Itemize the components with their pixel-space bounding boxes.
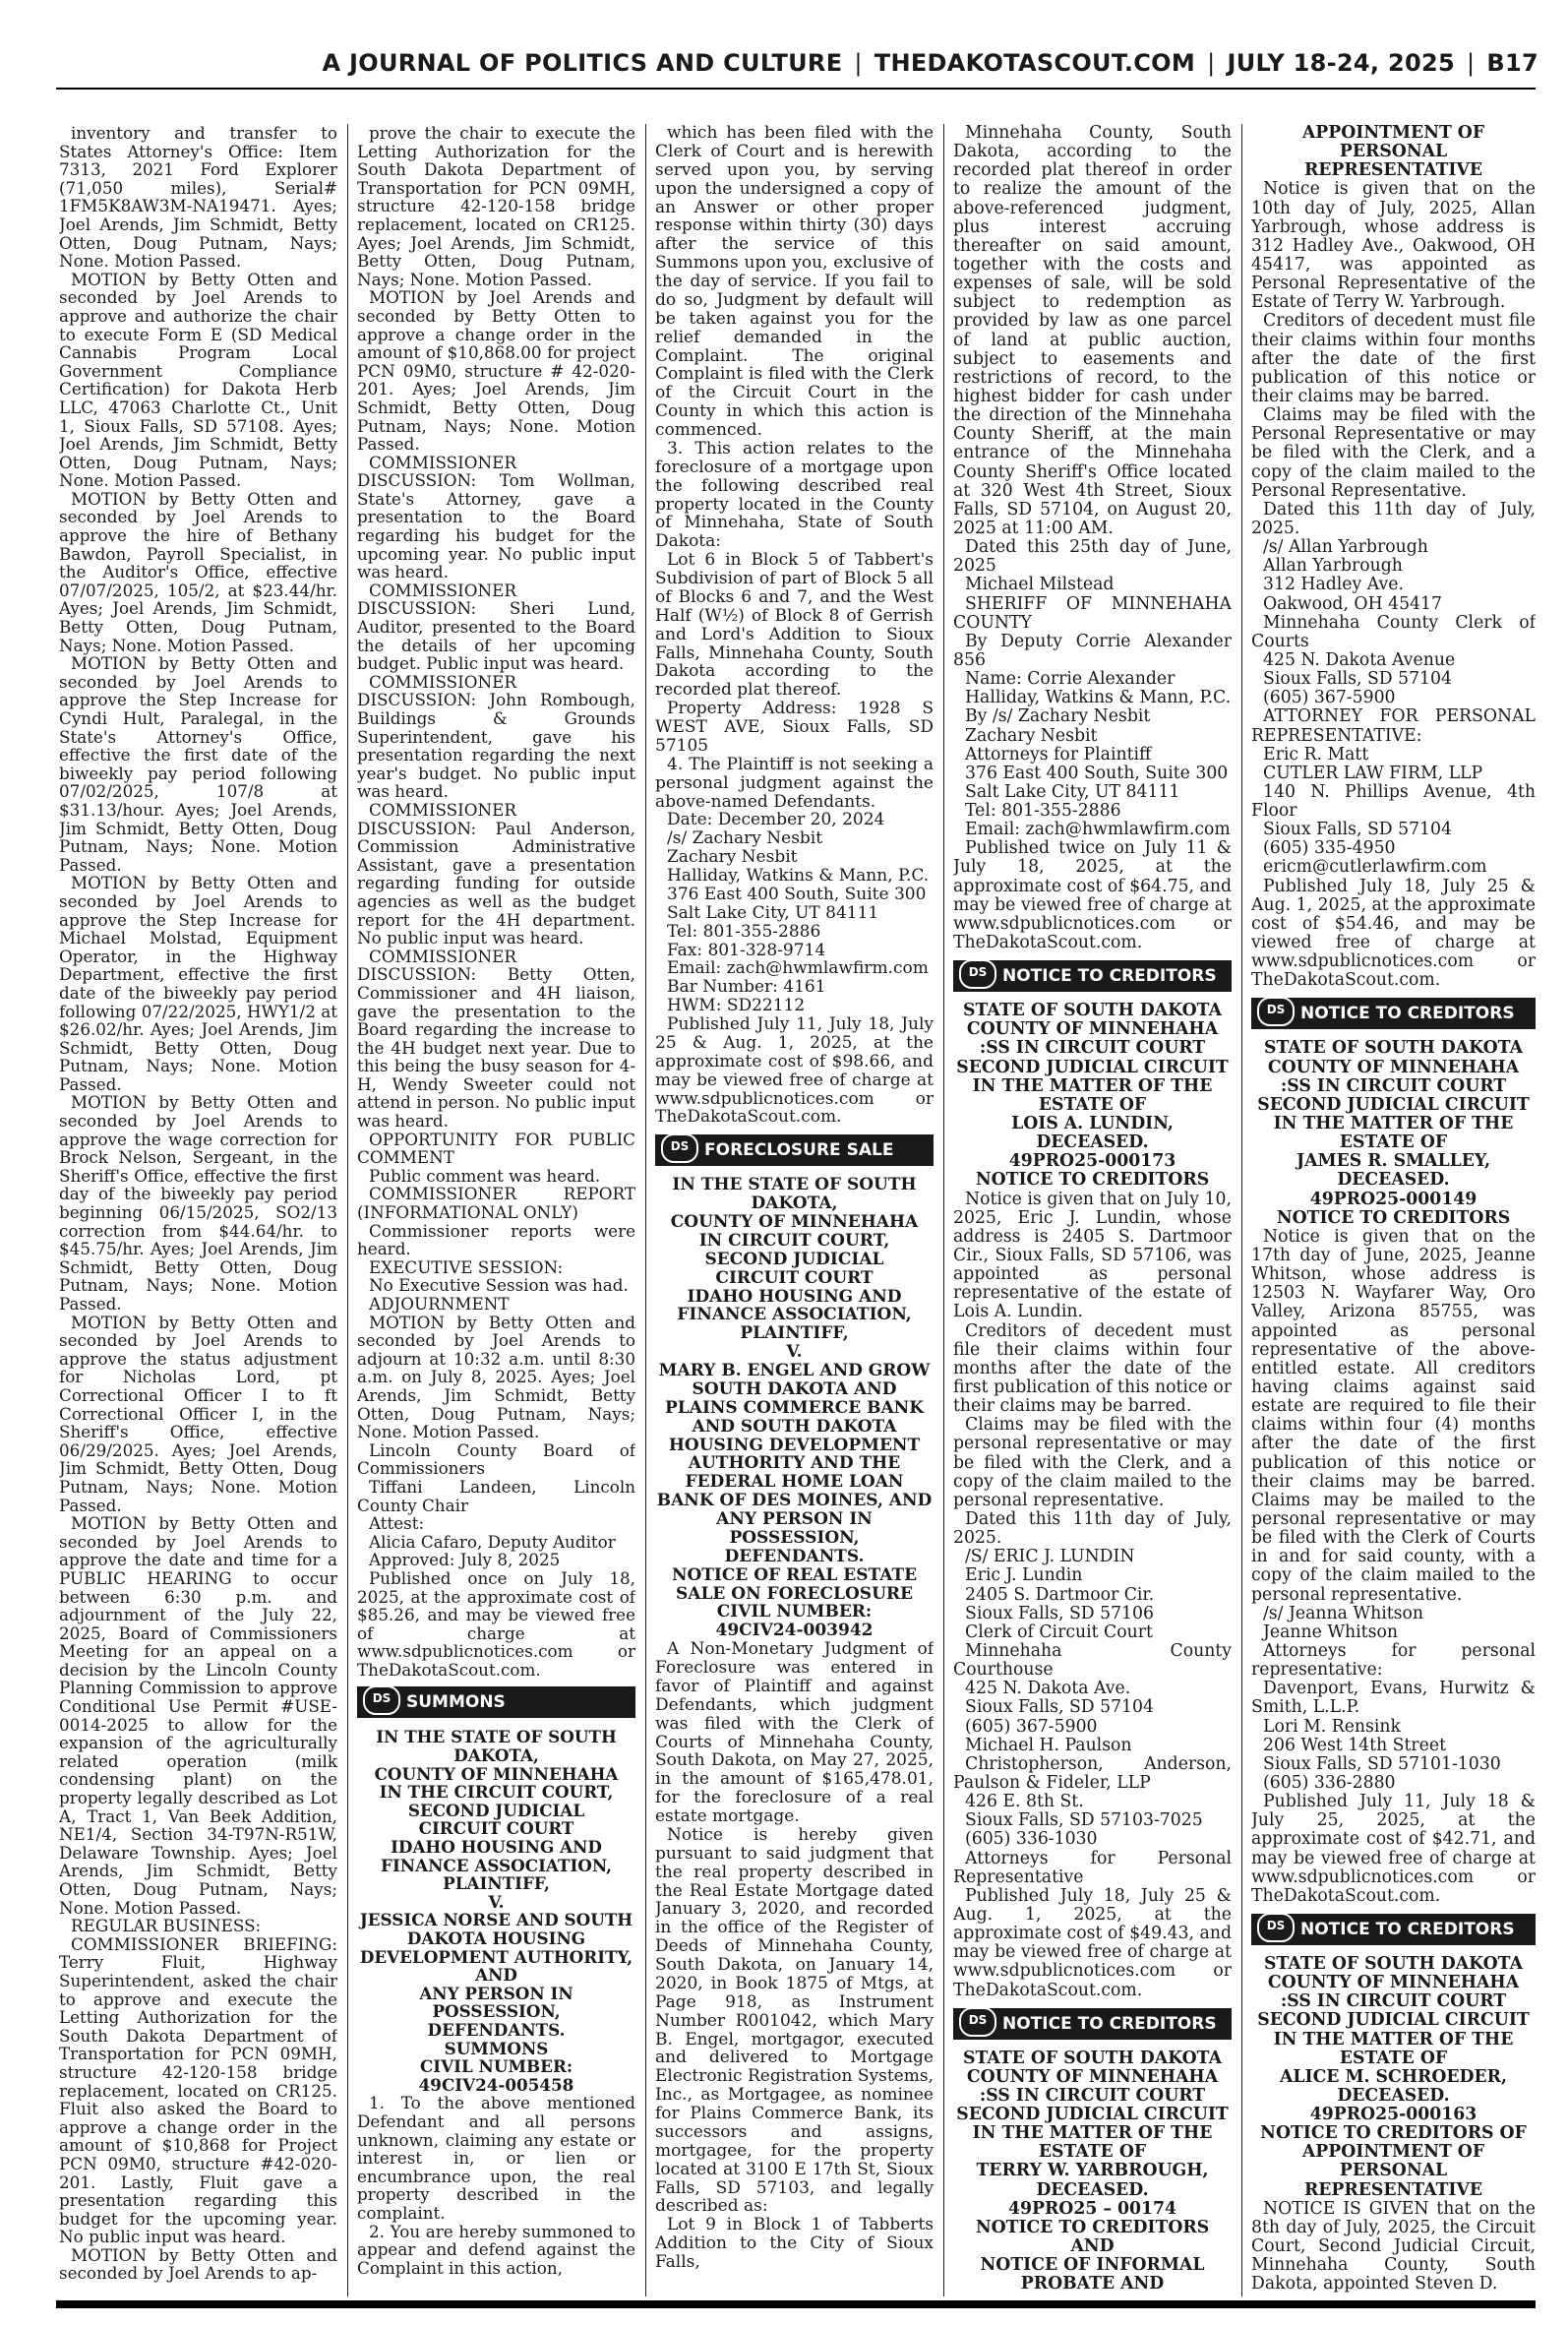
minutes-paragraph: Commissioner reports were heard. bbox=[357, 1220, 635, 1259]
notice-paragraph: Published July 11, July 18, July 25 & Aug. 1, 2025, at the approximate cost of $98.66, and may be viewed free of charge at www.sdpublicnotices.com or TheDakotaScout.com. bbox=[655, 1014, 934, 1128]
notice-paragraph: Michael Milstead bbox=[965, 575, 1115, 595]
notice-paragraph: Bar Number: 4161 bbox=[667, 977, 826, 998]
notice-heading-line: IN THE STATE OF SOUTH DAKOTA, bbox=[672, 1175, 917, 1214]
minutes-paragraph: COMMISSIONER REPORT (INFORMATIONAL ONLY) bbox=[357, 1184, 635, 1223]
notice-paragraph: 425 N. Dakota Avenue bbox=[1263, 649, 1456, 670]
notice-paragraph: Salt Lake City, UT 84111 bbox=[965, 781, 1180, 802]
notice-heading-line: DECEASED. bbox=[1337, 1170, 1450, 1191]
notice-paragraph: Claims may be filed with the personal representative or may be filed with the Clerk, and a copy of the claim mailed to the personal representative. bbox=[953, 1415, 1232, 1510]
notice-heading-line: 49PRO25-000163 bbox=[1309, 2105, 1478, 2125]
notice-heading-line: SECOND JUDICIAL CIRCUIT bbox=[1257, 1094, 1530, 1115]
notice-heading-line: :SS IN CIRCUIT COURT bbox=[979, 1038, 1206, 1059]
notice-paragraph: Sioux Falls, SD 57103-7025 bbox=[965, 1810, 1203, 1831]
notice-heading-line: V. bbox=[488, 1891, 505, 1912]
notice-paragraph: Email: zach@hwmlawfirm.com bbox=[667, 958, 929, 979]
minutes-paragraph: MOTION by Betty Otten and seconded by Joel Arends to approve the wage correction for Brock Nelson, Sergeant, in the Sheriff's Office, effective the first day of the biweekly pay period beginning 06/15/2025, SO2/13 correction from $44.64/hr. to $45.75/hr. Ayes; Joel Arends, Jim Schmidt, Betty Otten, Doug Putnam, Nays; None. Motion Passed. bbox=[59, 1092, 337, 1314]
minutes-paragraph: COMMISSIONER DISCUSSION: Paul Anderson, Commission Administrative Assistant, gave a presentation regarding funding for outside agencies as well as the budget report for the 4H department. No public input was heard. bbox=[357, 799, 635, 948]
notice-paragraph: (605) 336-2880 bbox=[1263, 1772, 1396, 1793]
notice-section-bar bbox=[953, 2008, 1232, 2040]
notice-paragraph: 4. The Plaintiff is not seeking a personal judgment against the above-named Defendants. bbox=[655, 754, 934, 812]
notice-paragraph: Date: December 20, 2024 bbox=[667, 810, 885, 830]
minutes-paragraph: COMMISSIONER DISCUSSION: Tom Wollman, State's Attorney, gave a presentation to the Board regarding his budget for the upcoming year. No public input was heard. bbox=[357, 452, 635, 582]
notice-heading-line: DECEASED. bbox=[1337, 2085, 1450, 2106]
notice-heading-line: 49CIV24-003942 bbox=[715, 1621, 874, 1641]
minutes-paragraph: Tiffani Landeen, Lincoln County Chair bbox=[357, 1476, 635, 1515]
notice-heading-line: NOTICE OF INFORMAL PROBATE AND bbox=[980, 2255, 1205, 2294]
minutes-paragraph: Public comment was heard. bbox=[369, 1165, 601, 1186]
notice-paragraph: SHERIFF OF MINNEHAHA COUNTY bbox=[953, 593, 1232, 633]
notice-paragraph: Attorneys for personal representative: bbox=[1251, 1640, 1536, 1681]
notice-paragraph: Oakwood, OH 45417 bbox=[1263, 593, 1442, 614]
notice-paragraph: Attorneys for Plaintiff bbox=[965, 744, 1152, 765]
notice-paragraph: Jeanne Whitson bbox=[1263, 1621, 1398, 1642]
notice-paragraph: HWM: SD22112 bbox=[667, 996, 806, 1016]
notice-heading-line: 49CIV24-005458 bbox=[418, 2074, 574, 2095]
minutes-paragraph: MOTION by Joel Arends and seconded by Betty Otten to approve a change order in the amount of $10,868.00 for project PCN 09M0, structure # 42-020-201. Ayes; Joel Arends, Jim Schmidt, Betty Otten, Doug Putnam, Nays; None. Motion Passed. bbox=[357, 287, 635, 455]
notice-section-title: NOTICE TO CREDITORS bbox=[1300, 1919, 1515, 1939]
notice-paragraph: Tel: 801-355-2886 bbox=[667, 921, 821, 942]
notice-paragraph: Notice is given that on the 10th day of July, 2025, Allan Yarbrough, whose address is 312 Hadley Ave., Oakwood, OH 45417, was appointed as Personal Representative of the Estate of Terry W. Yarbrough. bbox=[1251, 179, 1536, 313]
minutes-paragraph: REGULAR BUSINESS: bbox=[71, 1916, 262, 1936]
notice-paragraph: Halliday, Watkins & Mann, P.C. bbox=[965, 688, 1232, 708]
notice-heading-line: PLAINTIFF, bbox=[443, 1873, 550, 1894]
minutes-paragraph: COMMISSIONER DISCUSSION: John Rombough, Buildings & Grounds Superintendent, gave his presentation regarding the next year's budget. No public input was heard. bbox=[357, 671, 635, 802]
notice-paragraph: Minnehaha County Clerk of Courts bbox=[1251, 612, 1536, 651]
notice-paragraph: Clerk of Circuit Court bbox=[965, 1621, 1153, 1642]
notice-section-bar bbox=[1251, 1914, 1536, 1945]
notice-heading-line: SECOND JUDICIAL CIRCUIT bbox=[1257, 2010, 1530, 2031]
notice-heading-line: DEFENDANTS. bbox=[724, 1546, 865, 1566]
minutes-paragraph: OPPORTUNITY FOR PUBLIC COMMENT bbox=[357, 1129, 635, 1168]
notice-paragraph: (605) 335-4950 bbox=[1263, 838, 1396, 859]
notice-paragraph: Sioux Falls, SD 57104 bbox=[1263, 669, 1452, 690]
notice-paragraph: Published July 18, July 25 & Aug. 1, 2025, at the approximate cost of $49.43, and may be viewed free of charge at www.sdpublicnotices.com or TheDakotaScout.com. bbox=[953, 1885, 1232, 2000]
notice-heading-line: NOTICE TO CREDITORS bbox=[975, 1170, 1210, 1191]
minutes-paragraph: Attest: bbox=[369, 1513, 425, 1534]
notice-paragraph: Notice is hereby given pursuant to said judgment that the real property described in the Real Estate Mortgage dated January 3, 2020, and recorded in the office of the Register of Deeds of Minnehaha County, South Dakota, on January 14, 2020, in Book 1875 of Mtgs, at Page 918, as Instrument Number R001042, which Mary B. Engel, mortgagor, executed and delivered to Mortgage Electronic Registration Systems, Inc., as Mortgagee, as nominee for Plains Commerce Bank, its successors and assigns, mortgagee, for the property located at 3100 E 17th St, Sioux Falls, SD 57103, and legally described as: bbox=[655, 1824, 934, 2217]
notice-paragraph: Claims may be filed with the Personal Representative or may be filed with the Clerk, and a copy of the claim mailed to the Personal Representative. bbox=[1251, 405, 1536, 501]
notice-heading-line: APPOINTMENT OF PERSONAL REPRESENTATIVE bbox=[1301, 124, 1485, 181]
notice-paragraph: 3. This action relates to the foreclosure of a mortgage upon the following described real property located in the County of Minnehaha, State of South Dakota: bbox=[655, 438, 934, 552]
minutes-paragraph: MOTION by Betty Otten and seconded by Joel Arends to adjourn at 10:32 a.m. until 8:30 a.m. on July 8, 2025. Ayes; Joel Arends, Jim Schmidt, Betty Otten, Doug Putnam, Nays; None. Motion Passed. bbox=[357, 1312, 635, 1442]
notice-paragraph: Michael H. Paulson bbox=[965, 1735, 1132, 1755]
notice-heading-line: STATE OF SOUTH DAKOTA bbox=[1264, 1038, 1523, 1059]
notice-heading-line: :SS IN CIRCUIT COURT bbox=[1280, 1075, 1507, 1096]
page-number: B17 bbox=[1486, 49, 1538, 77]
notice-paragraph: Eric R. Matt bbox=[1263, 744, 1369, 765]
notice-paragraph: Creditors of decedent must file their claims within four months after the date of the first publication of this notice or their claims may be barred. bbox=[953, 1320, 1232, 1417]
header-rule bbox=[56, 88, 1536, 90]
notice-heading-line: NOTICE OF REAL ESTATE SALE ON FORECLOSURE bbox=[671, 1564, 918, 1604]
minutes-paragraph: inventory and transfer to States Attorney's Office: Item 7313, 2021 Ford Explorer (71,050 miles), Serial# 1FM5K8AW3M-NA19471. Ayes; Joel Arends, Jim Schmidt, Betty Otten, Doug Putnam, Nays; None. Motion Passed. bbox=[59, 124, 337, 272]
notice-paragraph: 376 East 400 South, Suite 300 bbox=[667, 884, 927, 904]
notice-section-bar bbox=[953, 960, 1232, 992]
notice-heading-line: CIVIL NUMBER: bbox=[716, 1602, 873, 1622]
notice-paragraph: A Non-Monetary Judgment of Foreclosure was entered in favor of Plaintiff and against Defendants, which judgment was filed with the Clerk of Courts of Minnehaha County, South Dakota, on May 27, 2025, in the amount of $165,478.01, for the foreclosure of a real estate mortgage. bbox=[655, 1639, 934, 1826]
notice-paragraph: By Deputy Corrie Alexander 856 bbox=[953, 631, 1232, 670]
notice-heading-line: PLAINTIFF, bbox=[740, 1323, 849, 1344]
notice-heading-line: IN THE MATTER OF THE ESTATE OF bbox=[1273, 2029, 1514, 2068]
notice-heading-line: 49PRO25 – 00174 bbox=[1008, 2198, 1176, 2219]
notice-paragraph: 2. You are hereby summoned to appear and defend against the Complaint in this action, bbox=[357, 2221, 635, 2278]
notice-paragraph: Published twice on July 11 & July 18, 2025, at the approximate cost of $64.75, and may be viewed free of charge at www.sdpublicnotices.com or TheDakotaScout.com. bbox=[953, 838, 1232, 953]
minutes-paragraph: MOTION by Betty Otten and seconded by Joel Arends to approve the Step Increase for Cyndi Hult, Paralegal, in the State's Attorney's Office, effective the first date of the biweekly pay period following 07/02/2025, 107/8 at $31.13/hour. Ayes; Joel Arends, Jim Schmidt, Betty Otten, Doug Putnam, Nays; None. Motion Passed. bbox=[59, 653, 337, 875]
notice-paragraph: Sioux Falls, SD 57101-1030 bbox=[1263, 1753, 1501, 1774]
notice-paragraph: Lot 9 in Block 1 of Tabberts Addition to the City of Sioux Falls, bbox=[655, 2215, 934, 2272]
notice-heading-line: JAMES R. SMALLEY, bbox=[1296, 1151, 1491, 1172]
notice-paragraph: ATTORNEY FOR PERSONAL REPRESENTATIVE: bbox=[1251, 706, 1536, 746]
notice-paragraph: Notice is given that on the 17th day of June, 2025, Jeanne Whitson, whose address is 12503 N. Wayfarer Way, Oro Valley, Arizona 85755, was appointed as personal representative of the above-entitled estate. All creditors having claims against said estate are required to file their claims within four (4) months after the date of the first publication of this notice or their claims may be barred. Claims may be mailed to the personal representative or may be filed with the Clerk of Courts in and for said county, with a copy of the claim mailed to the personal representative. bbox=[1251, 1226, 1536, 1605]
notice-paragraph: Dated this 11th day of July, 2025. bbox=[1251, 499, 1536, 538]
notice-paragraph: Attorneys for Personal Representative bbox=[953, 1848, 1232, 1887]
notice-heading-line: DEFENDANTS. bbox=[427, 2019, 566, 2040]
notice-paragraph: (605) 367-5900 bbox=[1263, 688, 1396, 708]
minutes-paragraph: MOTION by Betty Otten and seconded by Joel Arends to approve the hire of Bethany Bawdon, Payroll Specialist, in the Auditor's Office, effective 07/07/2025, 105/2, at $23.44/hr. Ayes; Joel Arends, Jim Schmidt, Betty Otten, Doug Putnam, Nays; None. Motion Passed. bbox=[59, 488, 337, 655]
minutes-paragraph: Approved: July 8, 2025 bbox=[369, 1550, 561, 1570]
notice-heading-line: IN CIRCUIT COURT, bbox=[698, 1230, 890, 1251]
dakota-scout-logo-icon: DS bbox=[1257, 1913, 1295, 1942]
notice-section-title: NOTICE TO CREDITORS bbox=[1300, 1004, 1515, 1024]
notice-paragraph: Sioux Falls, SD 57106 bbox=[965, 1603, 1154, 1623]
notice-heading-line: NOTICE TO CREDITORS bbox=[1276, 1207, 1511, 1228]
notice-paragraph: (605) 336-1030 bbox=[965, 1829, 1098, 1850]
column-3 bbox=[655, 124, 934, 2296]
notice-section-bar bbox=[1251, 998, 1536, 1029]
notice-paragraph: (605) 367-5900 bbox=[965, 1716, 1098, 1737]
notice-paragraph: Published July 11, July 18 & July 25, 2025, at the approximate cost of $42.71, and may be viewed free of charge at www.sdpublicnotices.com or TheDakotaScout.com. bbox=[1251, 1792, 1536, 1906]
minutes-paragraph: COMMISSIONER BRIEFING: Terry Fluit, Highway Superintendent, asked the chair to approve and execute the Letting Authorization for the South Dakota Department of Transportation for PCN 09MH, structure 42-120-158 bridge replacement, located on CR125. Fluit also asked the Board to approve a change order in the amount of $10,868 for Project PCN 09M0, structure #42-020-201. Lastly, Fluit gave a presentation regarding this budget for the upcoming year. No public input was heard. bbox=[59, 1933, 337, 2247]
page-header bbox=[59, 49, 1538, 77]
column-divider bbox=[347, 124, 348, 2296]
notice-heading-line: IDAHO HOUSING AND FINANCE ASSOCIATION, bbox=[677, 1286, 912, 1325]
notice-paragraph: which has been filed with the Clerk of Court and is herewith served upon you, by serving upon the undersigned a copy of an Answer or other proper response within thirty (30) days after the service of this Summons upon you, exclusive of the day of service. If you fail to do so, Judgment by default will be taken against you for the relief demanded in the Complaint. The original Complaint is filed with the Clerk of the Circuit Court in the County in which this action is commenced. bbox=[655, 124, 934, 440]
notice-paragraph: 1. To the above mentioned Defendant and all persons unknown, claiming any estate or interest in, or lien or encumbrance upon, the real property described in the complaint. bbox=[357, 2093, 635, 2223]
notice-heading-line: CIRCUIT COURT bbox=[715, 1267, 874, 1288]
notice-heading-line: IN THE MATTER OF THE ESTATE OF bbox=[972, 2123, 1213, 2163]
notice-heading-line: COUNTY OF MINNEHAHA bbox=[374, 1763, 619, 1784]
dakota-scout-logo-icon: DS bbox=[959, 2007, 996, 2037]
notice-paragraph: /S/ ERIC J. LUNDIN bbox=[965, 1547, 1135, 1567]
minutes-paragraph: MOTION by Betty Otten and seconded by Joel Arends to ap- bbox=[59, 2244, 337, 2284]
column-divider bbox=[943, 124, 944, 2296]
notice-paragraph: Zachary Nesbit bbox=[965, 725, 1098, 746]
notice-paragraph: 425 N. Dakota Ave. bbox=[965, 1679, 1131, 1699]
notice-heading-line: SECOND JUDICIAL CIRCUIT bbox=[956, 1057, 1229, 1077]
notice-heading-line: MARY B. ENGEL AND GROW SOUTH DAKOTA AND PLAINS COMMERCE BANK AND SOUTH DAKOTA HOUSING DEVELOPMENT AUTHORITY AND THE FEDERAL HOME LOAN BANK OF DES MOINES, AND bbox=[656, 1361, 933, 1511]
notice-paragraph: Lot 6 in Block 5 of Tabbert's Subdivision of part of Block 5 all of Blocks 6 and 7, and the West Half (W½) of Block 8 of Gerrish and Lord's Addition to Sioux Falls, Minnehaha County, South Dakota according to the recorded plat thereof. bbox=[655, 550, 934, 701]
column-2 bbox=[357, 124, 635, 2296]
notice-heading-line: COUNTY OF MINNEHAHA bbox=[1267, 1057, 1520, 1077]
minutes-paragraph: COMMISSIONER DISCUSSION: Sheri Lund, Auditor, presented to the Board the details of her upcoming budget. Public input was heard. bbox=[357, 580, 635, 674]
notice-paragraph: Fax: 801-328-9714 bbox=[667, 940, 826, 960]
notice-paragraph: Sioux Falls, SD 57104 bbox=[1263, 820, 1452, 840]
notice-section-title: NOTICE TO CREDITORS bbox=[1002, 966, 1217, 987]
notice-paragraph: Sioux Falls, SD 57104 bbox=[965, 1697, 1154, 1718]
notice-heading-line: 49PRO25-000173 bbox=[1008, 1151, 1176, 1172]
issue-date: JULY 18-24, 2025 bbox=[1227, 49, 1456, 77]
notice-heading-line: JESSICA NORSE AND SOUTH DAKOTA HOUSING DEVELOPMENT AUTHORITY, AND bbox=[359, 1910, 633, 1986]
notice-heading-line: IN THE MATTER OF THE ESTATE OF bbox=[1273, 1114, 1514, 1153]
notice-section-bar bbox=[655, 1134, 934, 1166]
notice-heading-line: COUNTY OF MINNEHAHA bbox=[670, 1212, 919, 1232]
notice-heading-line: ANY PERSON IN POSSESSION, bbox=[419, 1983, 573, 2022]
header-separator: | bbox=[854, 49, 863, 77]
notice-paragraph: Name: Corrie Alexander bbox=[965, 669, 1176, 690]
notice-heading-line: IN THE STATE OF SOUTH DAKOTA, bbox=[376, 1727, 617, 1766]
header-separator: | bbox=[1467, 49, 1476, 77]
notice-paragraph: Minnehaha County, South Dakota, according to the recorded plat thereof in order to realize the amount of the above-referenced judgment, plus interest accruing thereafter on said amount, together with the costs and expenses of sale, will be sold subject to redemption as provided by law as one parcel of land at public auction, subject to easements and restrictions of record, to the highest bidder for cash under the direction of the Minnehaha County Sheriff, at the main entrance of the Minnehaha County Sheriff's Office located at 320 West 4th Street, Sioux Falls, SD 57104, on August 20, 2025 at 11:00 AM. bbox=[953, 124, 1232, 538]
minutes-paragraph: No Executive Session was had. bbox=[369, 1275, 629, 1296]
notice-heading-line: ALICE M. SCHROEDER, bbox=[1279, 2066, 1507, 2087]
notice-heading-line: SECOND JUDICIAL bbox=[704, 1249, 884, 1269]
minutes-paragraph: Lincoln County Board of Commissioners bbox=[357, 1439, 635, 1479]
minutes-paragraph: MOTION by Betty Otten and seconded by Joel Arends to approve and authorize the chair to execute Form E (SD Medical Cannabis Program Local Government Compliance Certification) for Dakota Herb LLC, 47063 Charlotte Ct., Unit 1, Sioux Falls, SD 57108. Ayes; Joel Arends, Jim Schmidt, Betty Otten, Doug Putnam, Nays; None. Motion Passed. bbox=[59, 269, 337, 491]
notice-paragraph: 206 West 14th Street bbox=[1263, 1735, 1447, 1755]
notice-heading-line: COUNTY OF MINNEHAHA bbox=[1267, 1973, 1520, 1993]
notice-heading-line: DECEASED. bbox=[1036, 1132, 1149, 1153]
minutes-paragraph: MOTION by Betty Otten and seconded by Joel Arends to approve the date and time for a PUBLIC HEARING to occur between 6:30 p.m. and adjournment of the July 22, 2025, Board of Commissioners Meeting for an appeal on a decision by the Lincoln County Planning Commission to approve Conditional Use Permit #USE-0014-2025 to allow for the expansion of the agriculturally related operation (milk condensing plant) on the property legally described as Lot A, Tract 1, Van Beek Addition, NE1/4, Section 34-T97N-R51W, Delaware Township. Ayes; Joel Arends, Jim Schmidt, Betty Otten, Doug Putnam, Nays; None. Motion Passed. bbox=[59, 1513, 337, 1918]
notice-paragraph: Davenport, Evans, Hurwitz & Smith, L.L.P. bbox=[1251, 1679, 1536, 1718]
site-link[interactable]: THEDAKOTASCOUT.COM bbox=[874, 49, 1196, 77]
dakota-scout-logo-icon: DS bbox=[363, 1685, 400, 1715]
notice-paragraph: By /s/ Zachary Nesbit bbox=[965, 706, 1151, 727]
notice-paragraph: CUTLER LAW FIRM, LLP bbox=[1263, 763, 1483, 783]
notice-section-title: NOTICE TO CREDITORS bbox=[1002, 2013, 1217, 2034]
notice-paragraph: 140 N. Phillips Avenue, 4th Floor bbox=[1251, 781, 1536, 822]
notice-heading-line: STATE OF SOUTH DAKOTA bbox=[1264, 1953, 1523, 1974]
notice-paragraph: 426 E. 8th St. bbox=[965, 1792, 1084, 1812]
notice-section-bar bbox=[357, 1686, 635, 1718]
notice-heading-line: :SS IN CIRCUIT COURT bbox=[1280, 1991, 1507, 2012]
journal-tagline: A JOURNAL OF POLITICS AND CULTURE bbox=[322, 49, 843, 77]
notice-section-title: SUMMONS bbox=[406, 1692, 506, 1713]
notice-paragraph: Dated this 25th day of June, 2025 bbox=[953, 537, 1232, 577]
notice-paragraph: 2405 S. Dartmoor Cir. bbox=[965, 1584, 1155, 1605]
notice-paragraph: Allan Yarbrough bbox=[1263, 556, 1403, 577]
minutes-paragraph: prove the chair to execute the Letting Authorization for the South Dakota Department of Transportation for PCN 09MH, structure 42-120-158 bridge replacement, located on CR125. Ayes; Joel Arends, Jim Schmidt, Betty Otten, Doug Putnam, Nays; None. Motion Passed. bbox=[357, 124, 635, 289]
notice-paragraph: Creditors of decedent must file their claims within four months after the date of the first publication of this notice or their claims may be barred. bbox=[1251, 311, 1536, 406]
notice-heading-line: SECOND JUDICIAL CIRCUIT bbox=[956, 2105, 1229, 2125]
notice-paragraph: ericm@cutlerlawfirm.com bbox=[1263, 857, 1487, 878]
column-5 bbox=[1251, 124, 1536, 2296]
notice-section-title: FORECLOSURE SALE bbox=[704, 1140, 894, 1161]
notice-heading-line: COUNTY OF MINNEHAHA bbox=[966, 2066, 1219, 2087]
notice-heading-line: V. bbox=[786, 1342, 803, 1363]
minutes-paragraph: ADJOURNMENT bbox=[369, 1294, 510, 1314]
notice-heading-line: IDAHO HOUSING AND FINANCE ASSOCIATION, bbox=[381, 1837, 612, 1875]
notice-paragraph: Notice is given that on July 10, 2025, Eric J. Lundin, whose address is 2405 S. Dartmoor Cir., Sioux Falls, SD 57106, was appointed as personal representative of the estate of Lois A. Lundin. bbox=[953, 1189, 1232, 1322]
notice-paragraph: Salt Lake City, UT 84111 bbox=[667, 902, 879, 923]
notice-heading-line: CIVIL NUMBER: bbox=[419, 2056, 573, 2077]
notice-heading-line: DECEASED. bbox=[1036, 2179, 1149, 2200]
minutes-paragraph: MOTION by Betty Otten and seconded by Joel Arends to approve the status adjustment for Nicholas Lord, pt Correctional Officer I to ft Correctional Officer I, in the Sheriff's Office, effective 06/29/2025. Ayes; Joel Arends, Jim Schmidt, Betty Otten, Doug Putnam, Nays; None. Motion Passed. bbox=[59, 1312, 337, 1515]
notice-heading-line: STATE OF SOUTH DAKOTA bbox=[963, 1001, 1222, 1021]
notice-heading-line: SECOND JUDICIAL bbox=[407, 1800, 585, 1820]
minutes-paragraph: Alicia Cafaro, Deputy Auditor bbox=[369, 1531, 616, 1552]
notice-heading-line: IN THE CIRCUIT COURT, bbox=[379, 1782, 614, 1803]
column-1 bbox=[59, 124, 337, 2296]
notice-paragraph: Published July 18, July 25 & Aug. 1, 2025, at the approximate cost of $54.46, and may be viewed free of charge at www.sdpublicnotices.com or TheDakotaScout.com. bbox=[1251, 876, 1536, 991]
notice-heading-line: SUMMONS bbox=[444, 2038, 549, 2058]
notice-heading-line: CIRCUIT COURT bbox=[418, 1818, 574, 1839]
notice-paragraph: 312 Hadley Ave. bbox=[1263, 575, 1404, 595]
notice-heading-line: :SS IN CIRCUIT COURT bbox=[979, 2085, 1206, 2106]
notice-heading-line: LOIS A. LUNDIN, bbox=[1011, 1114, 1174, 1134]
notice-heading-line: STATE OF SOUTH DAKOTA bbox=[963, 2048, 1222, 2068]
notice-paragraph: Lori M. Rensink bbox=[1263, 1716, 1401, 1737]
dakota-scout-logo-icon: DS bbox=[959, 959, 996, 989]
notice-paragraph: Tel: 801-355-2886 bbox=[965, 801, 1121, 822]
minutes-paragraph: Published once on July 18, 2025, at the approximate cost of $85.26, and may be viewed free of charge at www.sdpublicnotices.com or TheDakotaScout.com. bbox=[357, 1567, 635, 1680]
notice-paragraph: 376 East 400 South, Suite 300 bbox=[965, 763, 1229, 783]
notice-paragraph: Halliday, Watkins & Mann, P.C. bbox=[667, 866, 930, 886]
notice-heading-line: NOTICE TO CREDITORS AND bbox=[975, 2217, 1210, 2257]
column-4 bbox=[953, 124, 1232, 2296]
column-divider bbox=[645, 124, 646, 2296]
notice-paragraph: Property Address: 1928 S WEST AVE, Sioux Falls, SD 57105 bbox=[655, 699, 934, 756]
column-divider bbox=[1241, 124, 1242, 2296]
minutes-paragraph: MOTION by Betty Otten and seconded by Joel Arends to approve the Step Increase for Michael Molstad, Equipment Operator, in the Highway Department, effective the first date of the biweekly pay period following 07/22/2025, HWY1/2 at $26.02/hr. Ayes; Joel Arends, Jim Schmidt, Betty Otten, Doug Putnam, Nays; None. Motion Passed. bbox=[59, 873, 337, 1094]
dakota-scout-logo-icon: DS bbox=[661, 1133, 698, 1163]
notice-heading-line: ANY PERSON IN POSSESSION, bbox=[716, 1509, 873, 1548]
notice-paragraph: Dated this 11th day of July, 2025. bbox=[953, 1508, 1232, 1549]
footer-rule bbox=[56, 2300, 1536, 2308]
notice-paragraph: /s/ Zachary Nesbit bbox=[667, 828, 823, 849]
notice-heading-line: 49PRO25-000149 bbox=[1309, 1189, 1478, 1209]
notice-heading-line: IN THE MATTER OF THE ESTATE OF bbox=[972, 1075, 1213, 1115]
minutes-paragraph: EXECUTIVE SESSION: bbox=[369, 1256, 564, 1277]
notice-paragraph: Zachary Nesbit bbox=[667, 847, 798, 868]
notice-paragraph: Minnehaha County Courthouse bbox=[953, 1640, 1232, 1681]
notice-paragraph: /s/ Allan Yarbrough bbox=[1263, 537, 1428, 558]
notice-paragraph: /s/ Jeanna Whitson bbox=[1263, 1603, 1423, 1623]
notice-paragraph: NOTICE IS GIVEN that on the 8th day of July, 2025, the Circuit Court, Second Judicial Circuit, Minnehaha County, South Dakota, appointed Steven D. bbox=[1251, 2198, 1536, 2294]
notice-paragraph: Email: zach@hwmlawfirm.com bbox=[965, 820, 1231, 840]
notice-heading-line: TERRY W. YARBROUGH, bbox=[976, 2161, 1209, 2181]
dakota-scout-logo-icon: DS bbox=[1257, 997, 1295, 1026]
notice-heading-line: NOTICE TO CREDITORS OF APPOINTMENT OF PERSONAL REPRESENTATIVE bbox=[1260, 2123, 1527, 2200]
notice-paragraph: Eric J. Lundin bbox=[965, 1565, 1083, 1586]
header-separator: | bbox=[1207, 49, 1216, 77]
notice-paragraph: Christopherson, Anderson, Paulson & Fideler, LLP bbox=[953, 1753, 1232, 1793]
notice-heading-line: COUNTY OF MINNEHAHA bbox=[966, 1019, 1219, 1040]
minutes-paragraph: COMMISSIONER DISCUSSION: Betty Otten, Commissioner and 4H liaison, gave the presentation to the Board regarding the increase to the 4H budget next year. Due to this being the busy season for 4-H, Wendy Sweeter could not attend in person. No public input was heard. bbox=[357, 946, 635, 1132]
